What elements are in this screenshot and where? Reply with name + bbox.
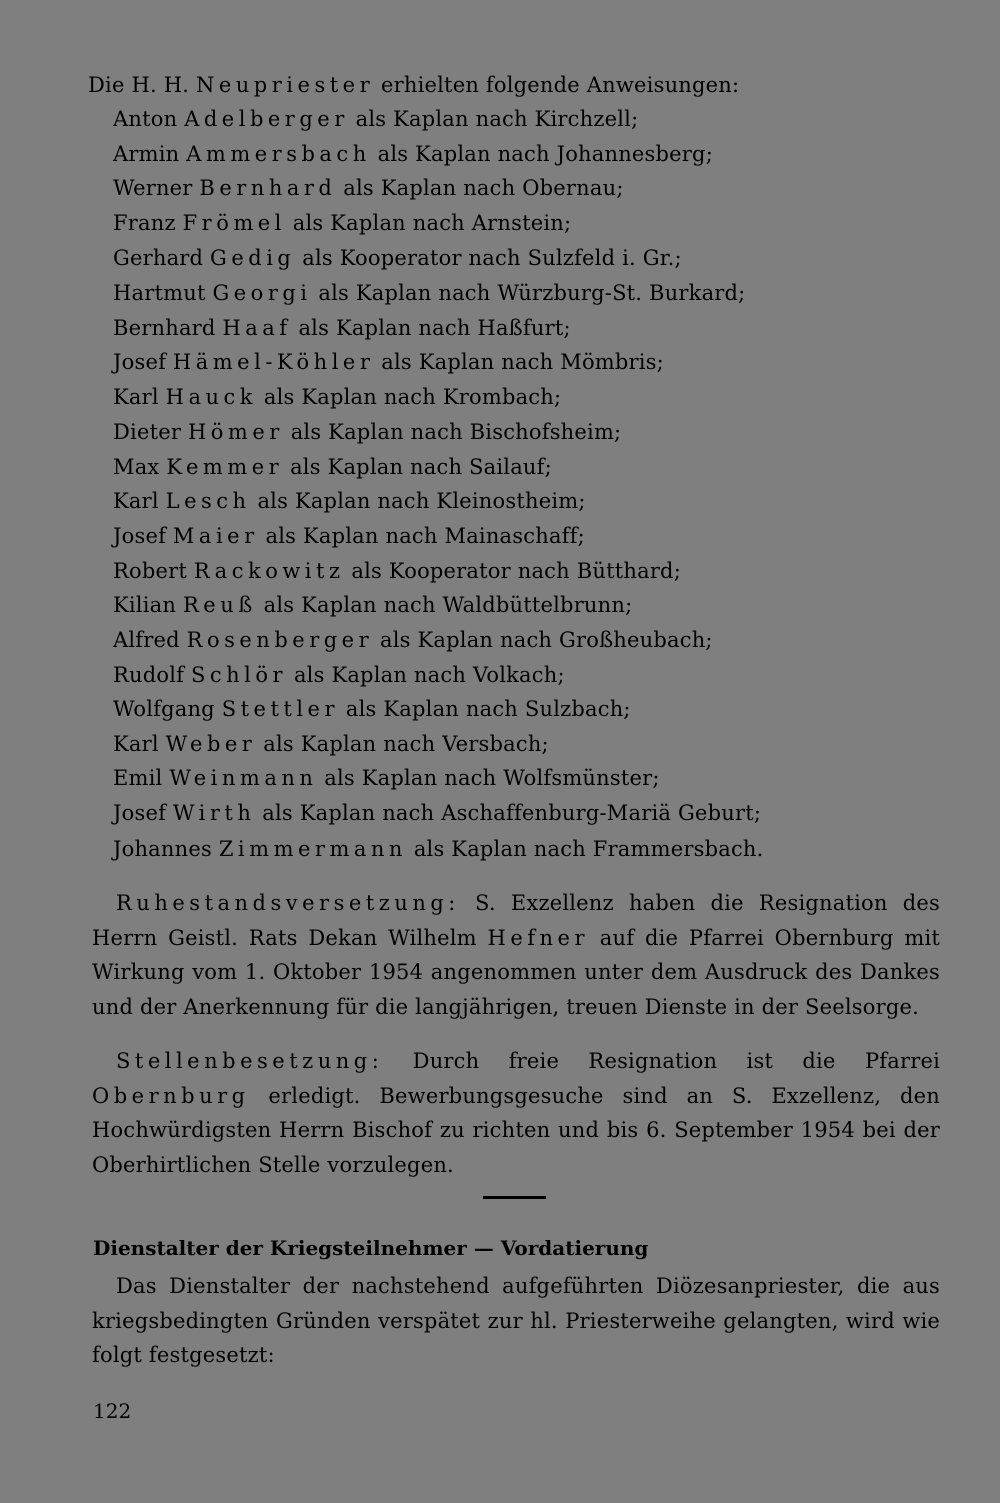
appointment-line [113,660,565,690]
first-name: Josef [113,524,173,548]
retirement-text: S. Exzellenz haben die Resignation des Herrn Geistl. Rats Dekan Wilhelm [92,891,940,950]
vacancy-label: Stellenbesetzung: [116,1049,384,1073]
assignment: als Kaplan nach Würzburg-St. Burkard; [311,281,746,305]
retirement-name: Hefner [487,925,590,950]
appointment-line [113,486,586,516]
assignment: als Kaplan nach Aschaffenburg-Mariä Geburt; [255,801,762,825]
appointment-line [113,590,632,620]
surname: Zimmermann [218,837,407,861]
assignment: als Kaplan nach Wolfsmünster; [317,766,660,790]
appointment-line [113,243,682,273]
first-name: Armin [113,142,187,166]
first-name: Max [113,455,167,479]
intro-suffix: erhielten folgende Anweisungen: [374,73,740,97]
assignment: als Kaplan nach Haßfurt; [291,316,571,340]
surname: Reuß [182,593,257,617]
assignment: als Kaplan nach Kleinostheim; [250,489,586,513]
assignment: als Kaplan nach Mainaschaff; [258,524,585,548]
surname: Lesch [165,489,251,513]
section-text: Das Dienstalter der nachstehend aufgeführten Diözesanpriester, die aus kriegsbedingten Gründen verspätet zur hl. Priesterweihe gelangten, wird wie folgt festgesetzt: [92,1274,940,1367]
appointment-line [113,278,745,308]
section-divider [483,1196,546,1199]
assignment: als Kaplan nach Sulzbach; [339,697,631,721]
first-name: Dieter [113,420,188,444]
appointment-line [113,556,681,586]
first-name: Josef [113,350,173,374]
first-name: Hartmut [113,281,213,305]
assignment: als Kooperator nach Bütthard; [344,559,681,583]
assignment: als Kaplan nach Kirchzell; [348,107,639,131]
vacancy-text: erledigt. Bewerbungsgesuche sind an S. Exzellenz, den Hochwürdigsten Herrn Bischof zu richten und bis 6. September 1954 bei der Oberhirtlichen Stelle vorzulegen. [92,1083,940,1177]
appointment-line [113,521,585,551]
retirement-label: Ruhestandsversetzung: [116,891,460,915]
assignment: als Kaplan nach Versbach; [256,732,549,756]
intro-name: Neupriester [195,73,375,97]
surname: Schlör [191,663,288,687]
appointment-line [113,763,660,793]
vacancy-place: Obernburg [92,1083,250,1108]
assignment: als Kaplan nach Großheubach; [373,628,713,652]
assignment: als Kaplan nach Johannesberg; [370,142,713,166]
page-number: 122 [93,1399,132,1423]
appointment-line [113,694,631,724]
first-name: Emil [113,766,170,790]
section-heading: Dienstalter der Kriegsteilnehmer — Vordatierung [93,1236,649,1260]
first-name: Anton [113,107,185,131]
surname: Hämel-Köhler [172,350,375,374]
surname: Georgi [212,281,312,305]
appointment-line [113,452,552,482]
appointment-line [113,104,638,134]
first-name: Karl [113,732,166,756]
assignment: als Kaplan nach Volkach; [287,663,565,687]
first-name: Franz [113,211,183,235]
assignment: als Kaplan nach Waldbüttelbrunn; [256,593,633,617]
section-paragraph [92,1269,940,1373]
surname: Hauck [165,385,257,409]
surname: Ammersbach [186,142,371,166]
surname: Gedig [210,246,296,270]
first-name: Alfred [113,628,187,652]
assignment: als Kaplan nach Mömbris; [374,350,664,374]
surname: Weber [165,732,257,756]
surname: Rackowitz [193,559,345,583]
surname: Bernhard [199,176,337,200]
appointment-line [113,173,624,203]
first-name: Gerhard [113,246,211,270]
assignment: als Kaplan nach Krombach; [257,385,562,409]
first-name: Josef [113,801,173,825]
surname: Hömer [187,420,284,444]
intro-prefix: Die H. H. [88,73,196,97]
surname: Kemmer [166,455,284,479]
surname: Weinmann [169,766,318,790]
appointment-line [113,139,713,169]
first-name: Karl [113,489,166,513]
appointment-line [113,313,571,343]
first-name: Wolfgang [113,697,222,721]
appointment-line [113,382,561,412]
assignment: als Kaplan nach Arnstein; [285,211,572,235]
assignment: als Kaplan nach Sailauf; [283,455,552,479]
surname: Frömel [182,211,286,235]
first-name: Bernhard [113,316,223,340]
first-name: Kilian [113,593,183,617]
surname: Stettler [221,697,340,721]
assignment: als Kaplan nach Frammersbach. [406,837,764,861]
vacancy-text: Durch freie Resignation ist die Pfarrei [383,1049,940,1073]
appointment-line [113,729,549,759]
first-name: Robert [113,559,194,583]
assignment: als Kooperator nach Sulzfeld i. Gr.; [295,246,682,270]
surname: Rosenberger [186,628,374,652]
first-name: Rudolf [113,663,191,687]
appointment-line [113,208,571,238]
retirement-text: auf die Pfarrei Obernburg mit Wirkung vom 1. Oktober 1954 angenommen unter dem Ausdruck des Dankes und der Anerkennung für die langjährigen, treuen Dienste in der Seelsorge. [92,925,940,1019]
surname: Haaf [222,316,292,340]
appointment-line [113,417,621,447]
surname: Maier [172,524,259,548]
appointment-line [113,625,713,655]
intro-line [88,70,739,100]
first-name: Werner [113,176,200,200]
appointment-line [113,834,764,864]
assignment: als Kaplan nach Bischofsheim; [283,420,622,444]
first-name: Karl [113,385,166,409]
appointment-line [113,347,664,377]
surname: Wirth [172,801,256,825]
surname: Adelberger [184,107,349,131]
appointment-line [113,798,761,828]
retirement-paragraph [92,886,940,1024]
assignment: als Kaplan nach Obernau; [336,176,624,200]
vacancy-paragraph [92,1044,940,1182]
first-name: Johannes [113,837,219,861]
